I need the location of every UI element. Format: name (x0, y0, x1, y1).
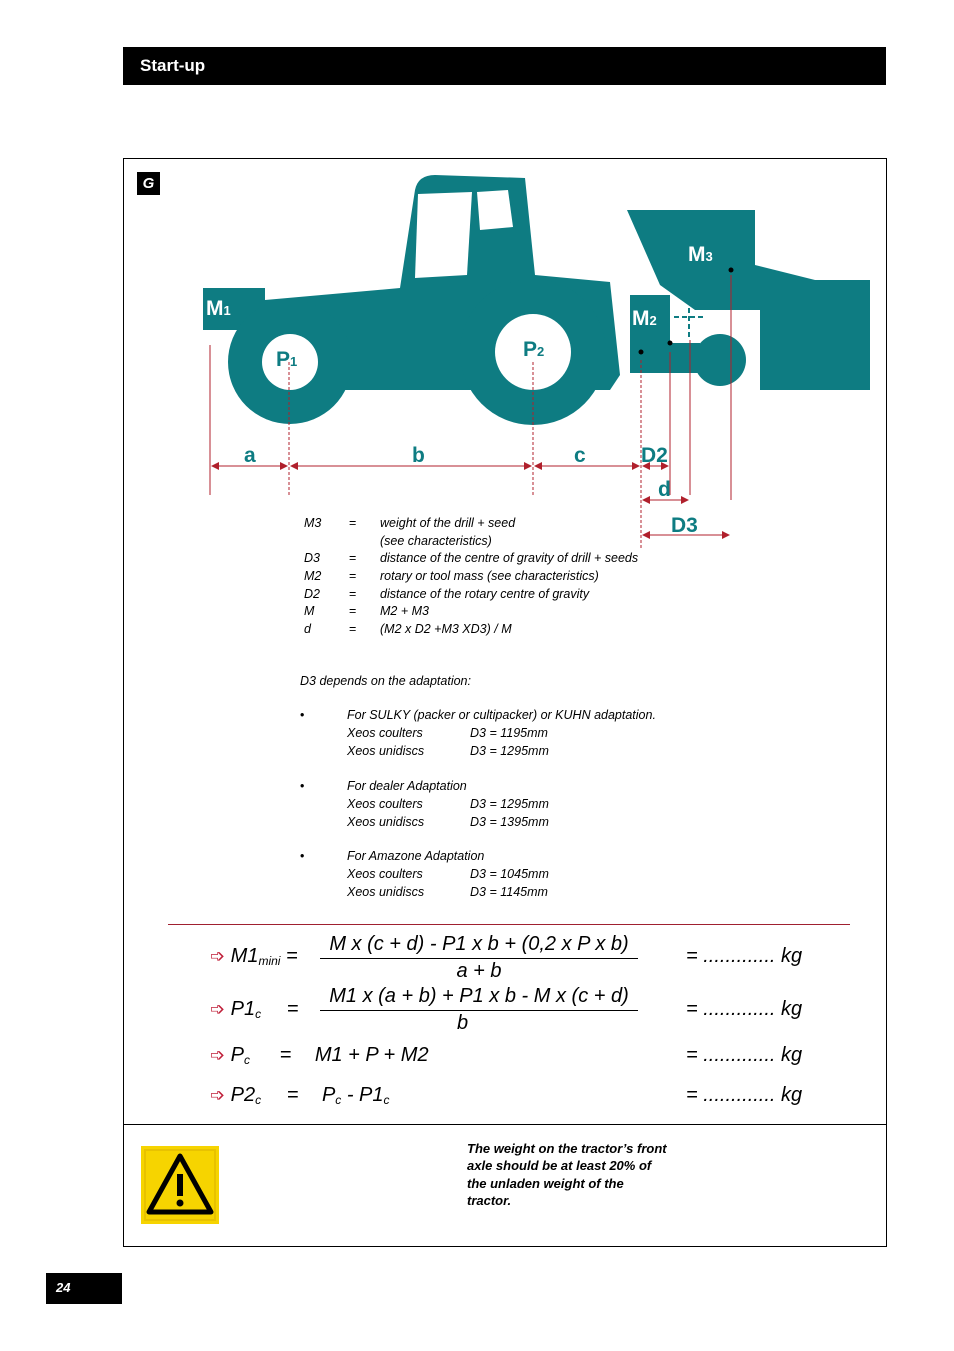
formula-p2c: ➩ $P2_c = P_c - P1_c$ (210, 1084, 390, 1107)
label-p2: P2 (523, 338, 545, 361)
formula-m1-fraction: $\frac{\text{M x (c + d) - P1 x b + (0,2 x P x b)}}{a + b}$ (320, 933, 638, 983)
dim-label-b: b (412, 444, 425, 467)
formula-pc: ➩ $P_c = M1 + P + M2$ (210, 1044, 429, 1067)
dim-label-c: c (574, 444, 586, 467)
label-m1: M1 (206, 297, 231, 320)
arrow-icon: ➩ (210, 999, 226, 1019)
arrow-icon: ➩ (210, 1045, 226, 1065)
label-p1: P1 (276, 348, 298, 371)
formula-p2c-result: = ............. kg (686, 1084, 803, 1106)
dim-label-d3: D3 (671, 514, 698, 537)
formula-p1c: ➩ $P1_c$ = (210, 998, 299, 1021)
adaptation-note: D3 depends on the adaptation: (300, 674, 471, 688)
dim-label-d2: D2 (641, 444, 668, 467)
label-p: P (360, 270, 375, 293)
section-title: Start-up (140, 56, 206, 75)
formula-p1c-fraction: $\frac{\text{M1 x (a + b) + P1 x b - M x (c + d)}}{b}$ (320, 985, 638, 1035)
formula-m1-result: = ............. kg (686, 945, 803, 967)
figure-badge: G (137, 172, 160, 195)
arrow-icon: ➩ (210, 946, 226, 966)
formula-p1c-result: = ............. kg (686, 998, 803, 1020)
tractor-weight-diagram (190, 170, 880, 550)
warning-divider (124, 1124, 886, 1125)
warning-text: The weight on the tractor’s front axle should be at least 20% of the unladen weight of the tractor. (467, 1141, 667, 1208)
page-number-box (46, 1273, 122, 1304)
warning-triangle-icon (141, 1146, 219, 1224)
formula-m1-mini: ➩ $M1_{mini}$ = (210, 945, 298, 968)
formula-separator (168, 924, 850, 925)
formula-pc-result: = ............. kg (686, 1044, 803, 1066)
label-m3: M3 (688, 243, 713, 266)
dim-label-a: a (244, 444, 256, 467)
arrow-icon: ➩ (210, 1085, 226, 1105)
label-m2: M2 (632, 307, 657, 330)
dim-label-d: d (658, 478, 671, 501)
page-number: 24 (56, 1280, 71, 1295)
section-header (123, 47, 886, 85)
